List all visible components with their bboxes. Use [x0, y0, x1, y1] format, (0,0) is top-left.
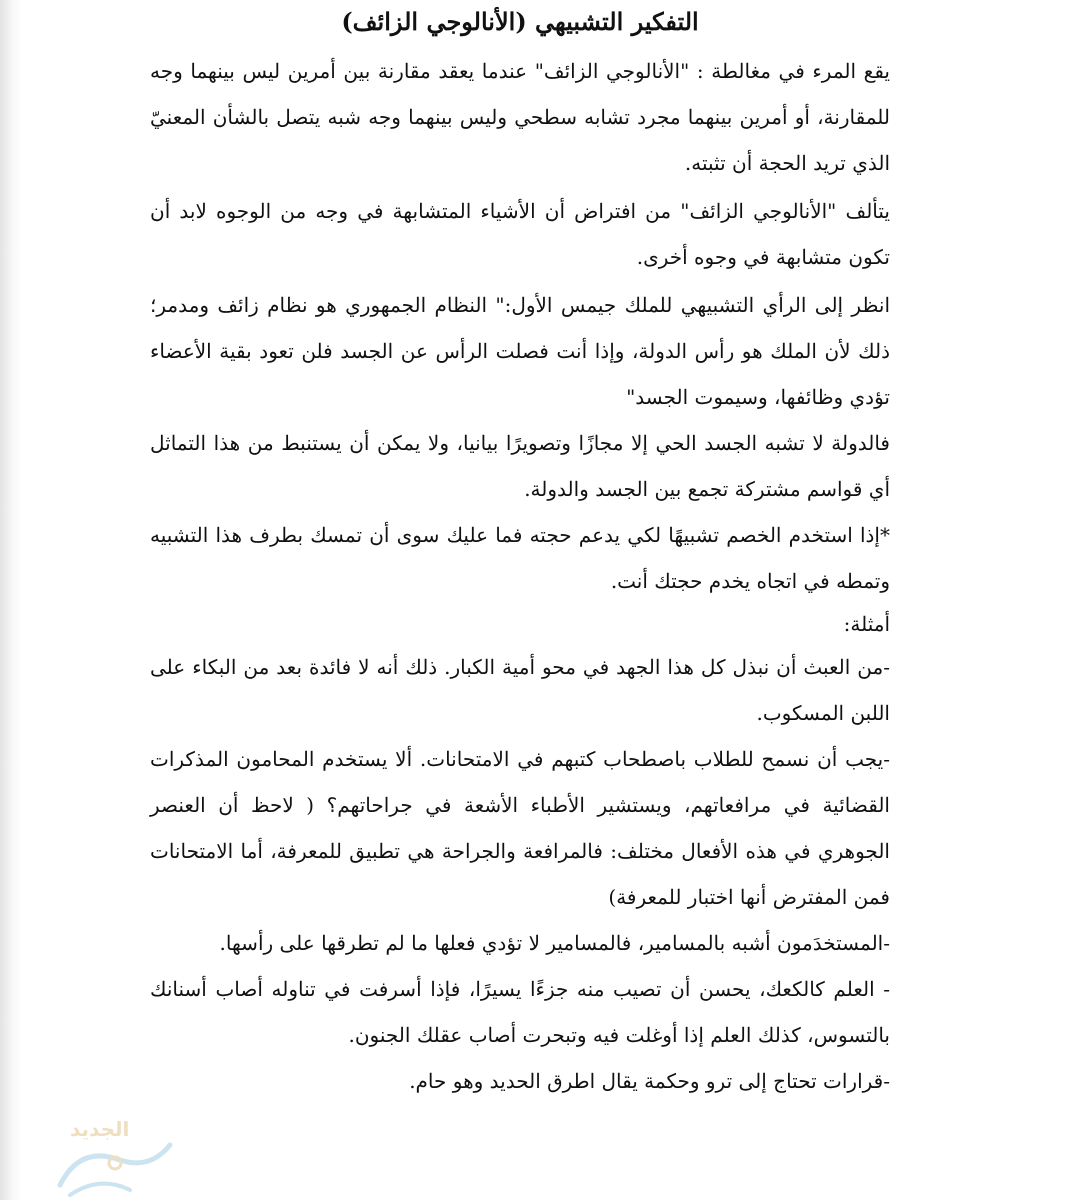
paragraph-counter-tip: *إذا استخدم الخصم تشبيهًا لكي يدعم حجته فما عليك سوى أن تمسك بطرف هذا التشبيه وتمطه في اتجاه يخدم حجتك أنت. — [150, 523, 890, 593]
watermark-logo — [40, 1105, 190, 1200]
example-item: - العلم كالكعك، يحسن أن تصيب منه جزءًا يسيرًا، فإذا أسرفت في تناوله أصاب أسنانك بالتسوس، كذلك العلم إذا أوغلت فيه وتبحرت أصاب عقلك الجنون. — [150, 977, 890, 1047]
page-edge-shadow — [0, 0, 22, 1200]
document-body — [150, 0, 890, 1104]
document-title: التفكير التشبيهي (الأنالوجي الزائف) — [341, 7, 699, 36]
example-item: -من العبث أن نبذل كل هذا الجهد في محو أمية الكبار. ذلك أنه لا فائدة بعد من البكاء على اللبن المسكوب. — [150, 655, 890, 725]
examples-heading: أمثلة: — [843, 612, 890, 636]
example-item: -قرارات تحتاج إلى ترو وحكمة يقال اطرق الحديد وهو حام. — [409, 1069, 890, 1093]
paragraph-definition: يقع المرء في مغالطة : "الأنالوجي الزائف" عندما يعقد مقارنة بين أمرين ليس بينهما وجه للمقارنة، أو أمرين بينهما مجرد تشابه سطحي وليس بينهما وجه شبه يتصل بالشأن المعنيّ الذي تريد الحجة أن تثبته. — [150, 59, 890, 175]
paragraph-king-james-quote: انظر إلى الرأي التشبيهي للملك جيمس الأول:" النظام الجمهوري هو نظام زائف ومدمر؛ ذلك لأن الملك هو رأس الدولة، وإذا أنت فصلت الرأس عن الجسد فلن تعود بقية الأعضاء تؤدي وظائفها، وسيموت الجسد" — [150, 293, 890, 409]
example-item: -المستخدَمون أشبه بالمسامير، فالمسامير لا تؤدي فعلها ما لم تطرقها على رأسها. — [219, 931, 890, 955]
paragraph-analysis: فالدولة لا تشبه الجسد الحي إلا مجازًا وتصويرًا بيانيا، ولا يمكن أن يستنبط من هذا التماثل أي قواسم مشتركة تجمع بين الجسد والدولة. — [150, 431, 890, 501]
paragraph-assumption: يتألف "الأنالوجي الزائف" من افتراض أن الأشياء المتشابهة في وجه من الوجوه لابد أن تكون متشابهة في وجوه أخرى. — [150, 199, 890, 269]
example-item: -يجب أن نسمح للطلاب باصطحاب كتبهم في الامتحانات. ألا يستخدم المحامون المذكرات القضائية في مرافعاتهم، ويستشير الأطباء الأشعة في جراحاتهم؟ ( لاحظ أن العنصر الجوهري في هذه الأفعال مختلف: فالمرافعة والجراحة هي تطبيق للمعرفة، أما الامتحانات فمن المفترض أنها اختبار للمعرفة) — [150, 747, 890, 909]
watermark-text: الجديد — [70, 1117, 130, 1141]
